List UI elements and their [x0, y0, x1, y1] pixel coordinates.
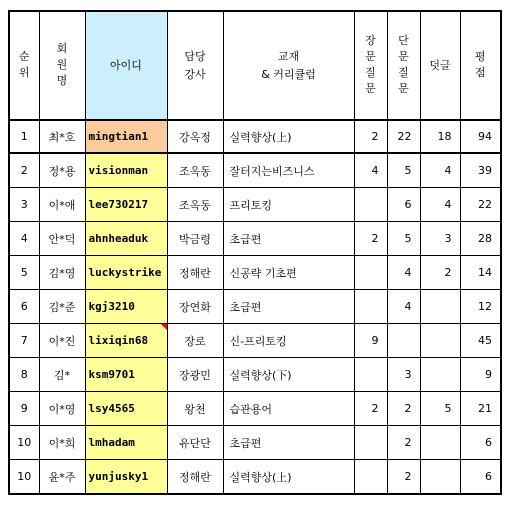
long-question-count: 2	[354, 120, 387, 153]
score-cell: 14	[460, 256, 501, 290]
table-row	[9, 392, 501, 426]
header-score: 평점	[460, 11, 501, 120]
teacher-cell: 장광민	[167, 358, 223, 392]
long-question-count: 4	[354, 153, 387, 188]
table-row	[9, 324, 501, 358]
user-id-cell: visionman	[85, 153, 167, 188]
comment-count: 5	[420, 392, 460, 426]
header-rank: 순위	[9, 11, 39, 120]
header-row	[9, 11, 501, 120]
table-row	[9, 358, 501, 392]
rank-cell: 10	[9, 460, 39, 495]
score-cell: 9	[460, 358, 501, 392]
score-cell: 39	[460, 153, 501, 188]
long-question-count	[354, 256, 387, 290]
short-question-count: 2	[387, 460, 420, 495]
teacher-cell: 강옥정	[167, 120, 223, 153]
user-id-cell: lmhadam	[85, 426, 167, 460]
course-cell: 실력향상(上)	[223, 460, 354, 495]
header-teacher-line-1: 담당	[184, 49, 206, 63]
teacher-cell: 유단단	[167, 426, 223, 460]
short-question-count	[387, 324, 420, 358]
course-cell: 잘터지는비즈니스	[223, 153, 354, 188]
member-name-cell: 윤*주	[39, 460, 85, 495]
member-name-cell: 이*진	[39, 324, 85, 358]
rank-cell: 4	[9, 222, 39, 256]
teacher-cell: 왕천	[167, 392, 223, 426]
table-row	[9, 120, 501, 153]
teacher-cell: 정해란	[167, 460, 223, 495]
rank-cell: 8	[9, 358, 39, 392]
short-question-count: 2	[387, 392, 420, 426]
comment-count: 4	[420, 153, 460, 188]
user-id-cell: ksm9701	[85, 358, 167, 392]
table-row	[9, 222, 501, 256]
member-name-cell: 정*용	[39, 153, 85, 188]
course-cell: 신-프리토킹	[223, 324, 354, 358]
rank-cell: 7	[9, 324, 39, 358]
short-question-count: 22	[387, 120, 420, 153]
member-name-cell: 이*애	[39, 188, 85, 222]
member-name-cell: 이*영	[39, 392, 85, 426]
table-row	[9, 460, 501, 495]
member-name-cell: 김*영	[39, 256, 85, 290]
short-question-count: 2	[387, 426, 420, 460]
table-row	[9, 290, 501, 324]
header-user-id: 아이디	[85, 11, 167, 120]
table-row	[9, 256, 501, 290]
header-short-question: 단문질문	[387, 11, 420, 120]
rank-cell: 2	[9, 153, 39, 188]
user-id-cell: mingtian1	[85, 120, 167, 153]
course-cell: 습관용어	[223, 392, 354, 426]
user-id-cell: lsy4565	[85, 392, 167, 426]
member-name-cell: 김*준	[39, 290, 85, 324]
member-name-cell: 김*	[39, 358, 85, 392]
course-cell: 초급편	[223, 426, 354, 460]
teacher-cell: 박금령	[167, 222, 223, 256]
short-question-count: 3	[387, 358, 420, 392]
member-name-cell: 이*희	[39, 426, 85, 460]
teacher-cell: 정해란	[167, 256, 223, 290]
header-comments: 덧글	[420, 11, 460, 120]
comment-count: 4	[420, 188, 460, 222]
comment-count	[420, 460, 460, 495]
user-id-cell: lee730217	[85, 188, 167, 222]
teacher-cell: 조옥동	[167, 153, 223, 188]
ranking-table	[8, 10, 502, 495]
long-question-count	[354, 426, 387, 460]
comment-count: 3	[420, 222, 460, 256]
short-question-count: 6	[387, 188, 420, 222]
comment-count: 2	[420, 256, 460, 290]
comment-count	[420, 290, 460, 324]
teacher-cell: 장연화	[167, 290, 223, 324]
rank-cell: 1	[9, 120, 39, 153]
score-cell: 21	[460, 392, 501, 426]
rank-cell: 5	[9, 256, 39, 290]
score-cell: 94	[460, 120, 501, 153]
member-name-cell: 최*호	[39, 120, 85, 153]
user-id-cell: yunjusky1	[85, 460, 167, 495]
long-question-count: 2	[354, 222, 387, 256]
short-question-count: 4	[387, 290, 420, 324]
long-question-count	[354, 290, 387, 324]
long-question-count	[354, 188, 387, 222]
user-id-cell: ahnheaduk	[85, 222, 167, 256]
header-teacher	[167, 11, 223, 120]
header-long-question: 장문질문	[354, 11, 387, 120]
comment-count: 18	[420, 120, 460, 153]
score-cell: 22	[460, 188, 501, 222]
table-row	[9, 188, 501, 222]
header-course-line-2: & 커리큘럼	[261, 67, 316, 81]
user-id-cell: kgj3210	[85, 290, 167, 324]
comment-count	[420, 324, 460, 358]
short-question-count: 5	[387, 222, 420, 256]
short-question-count: 5	[387, 153, 420, 188]
header-name: 회원명	[39, 11, 85, 120]
short-question-count: 4	[387, 256, 420, 290]
header-course-line-1: 교재	[277, 49, 300, 63]
member-name-cell: 안*덕	[39, 222, 85, 256]
long-question-count: 2	[354, 392, 387, 426]
teacher-cell: 장로	[167, 324, 223, 358]
rank-cell: 10	[9, 426, 39, 460]
user-id-cell: lixiqin68	[85, 324, 167, 358]
comment-count	[420, 358, 460, 392]
long-question-count	[354, 358, 387, 392]
rank-cell: 6	[9, 290, 39, 324]
header-teacher-line-2: 강사	[184, 67, 206, 81]
header-course	[223, 11, 354, 120]
course-cell: 실력향상(上)	[223, 120, 354, 153]
score-cell: 6	[460, 426, 501, 460]
teacher-cell: 조옥동	[167, 188, 223, 222]
table-row	[9, 153, 501, 188]
table-row	[9, 426, 501, 460]
course-cell: 초급편	[223, 290, 354, 324]
comment-count	[420, 426, 460, 460]
rank-cell: 9	[9, 392, 39, 426]
user-id-cell: luckystrike	[85, 256, 167, 290]
score-cell: 12	[460, 290, 501, 324]
long-question-count: 9	[354, 324, 387, 358]
long-question-count	[354, 460, 387, 495]
score-cell: 6	[460, 460, 501, 495]
score-cell: 45	[460, 324, 501, 358]
rank-cell: 3	[9, 188, 39, 222]
course-cell: 신공략 기초편	[223, 256, 354, 290]
score-cell: 28	[460, 222, 501, 256]
course-cell: 실력향상(下)	[223, 358, 354, 392]
course-cell: 프리토킹	[223, 188, 354, 222]
course-cell: 초급편	[223, 222, 354, 256]
